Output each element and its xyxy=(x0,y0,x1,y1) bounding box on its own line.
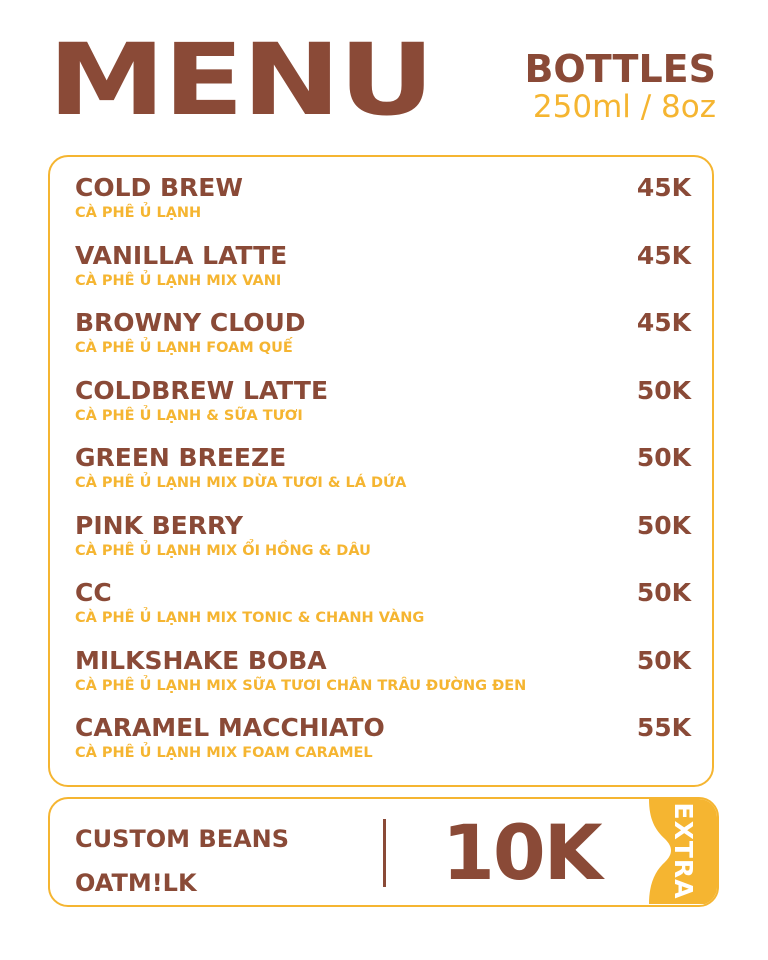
item-description: CÀ PHÊ Ủ LẠNH MIX SỮA TƯƠI CHÂN TRÂU ĐƯỜNG ĐEN xyxy=(75,677,527,694)
item-price: 45K xyxy=(636,308,691,337)
menu-item xyxy=(75,172,691,240)
extra-price: 10K xyxy=(442,808,601,897)
extra-item-custom-beans: CUSTOM BEANS xyxy=(75,825,290,853)
menu-item xyxy=(75,375,691,443)
item-price: 55K xyxy=(636,713,691,742)
menu-box xyxy=(48,155,714,787)
item-name: MILKSHAKE BOBA xyxy=(75,645,327,675)
item-description: CÀ PHÊ Ủ LẠNH xyxy=(75,205,202,221)
item-description: CÀ PHÊ Ủ LẠNH MIX TONIC & CHANH VÀNG xyxy=(75,610,425,626)
bottles-header xyxy=(524,48,716,124)
item-name: BROWNY CLOUD xyxy=(75,308,306,337)
item-description: CÀ PHÊ Ủ LẠNH & SỮA TƯƠI xyxy=(75,407,303,424)
menu-list xyxy=(75,172,691,780)
item-name: CARAMEL MACCHIATO xyxy=(75,713,385,742)
extra-tab xyxy=(647,799,717,905)
item-price: 50K xyxy=(636,578,691,607)
item-name: CC xyxy=(75,578,112,607)
item-price: 50K xyxy=(636,443,691,472)
extra-label: EXTRA xyxy=(669,802,698,900)
item-name: PINK BERRY xyxy=(75,510,243,540)
item-name: COLDBREW LATTE xyxy=(75,375,329,405)
item-description: CÀ PHÊ Ủ LẠNH MIX DỪA TƯƠI & LÁ DỨA xyxy=(75,475,407,491)
menu-item xyxy=(75,442,691,510)
menu-item xyxy=(75,510,691,578)
menu-item xyxy=(75,577,691,645)
item-price: 45K xyxy=(636,240,691,270)
menu-item xyxy=(75,307,691,375)
extra-box xyxy=(48,797,719,907)
item-price: 45K xyxy=(636,173,691,202)
extra-divider xyxy=(383,819,386,887)
item-price: 50K xyxy=(636,375,691,405)
menu-item xyxy=(75,645,691,713)
item-price: 50K xyxy=(636,645,691,675)
menu-item xyxy=(75,712,691,780)
item-description: CÀ PHÊ Ủ LẠNH MIX VANI xyxy=(75,272,282,289)
item-description: CÀ PHÊ Ủ LẠNH MIX FOAM CARAMEL xyxy=(75,745,373,761)
bottles-size: 250ml / 8oz xyxy=(532,89,716,125)
item-description: CÀ PHÊ Ủ LẠNH MIX ỔI HỒNG & DÂU xyxy=(75,542,371,559)
menu-title: MENU xyxy=(48,21,433,138)
extra-items xyxy=(75,817,289,905)
item-name: GREEN BREEZE xyxy=(75,443,287,472)
item-name: VANILLA LATTE xyxy=(75,240,288,270)
extra-item-oatmilk: OATM!LK xyxy=(75,869,197,897)
bottles-label: BOTTLES xyxy=(524,47,716,91)
item-description: CÀ PHÊ Ủ LẠNH FOAM QUẾ xyxy=(75,340,293,356)
item-price: 50K xyxy=(636,510,691,540)
menu-item xyxy=(75,240,691,308)
item-name: COLD BREW xyxy=(75,173,243,202)
